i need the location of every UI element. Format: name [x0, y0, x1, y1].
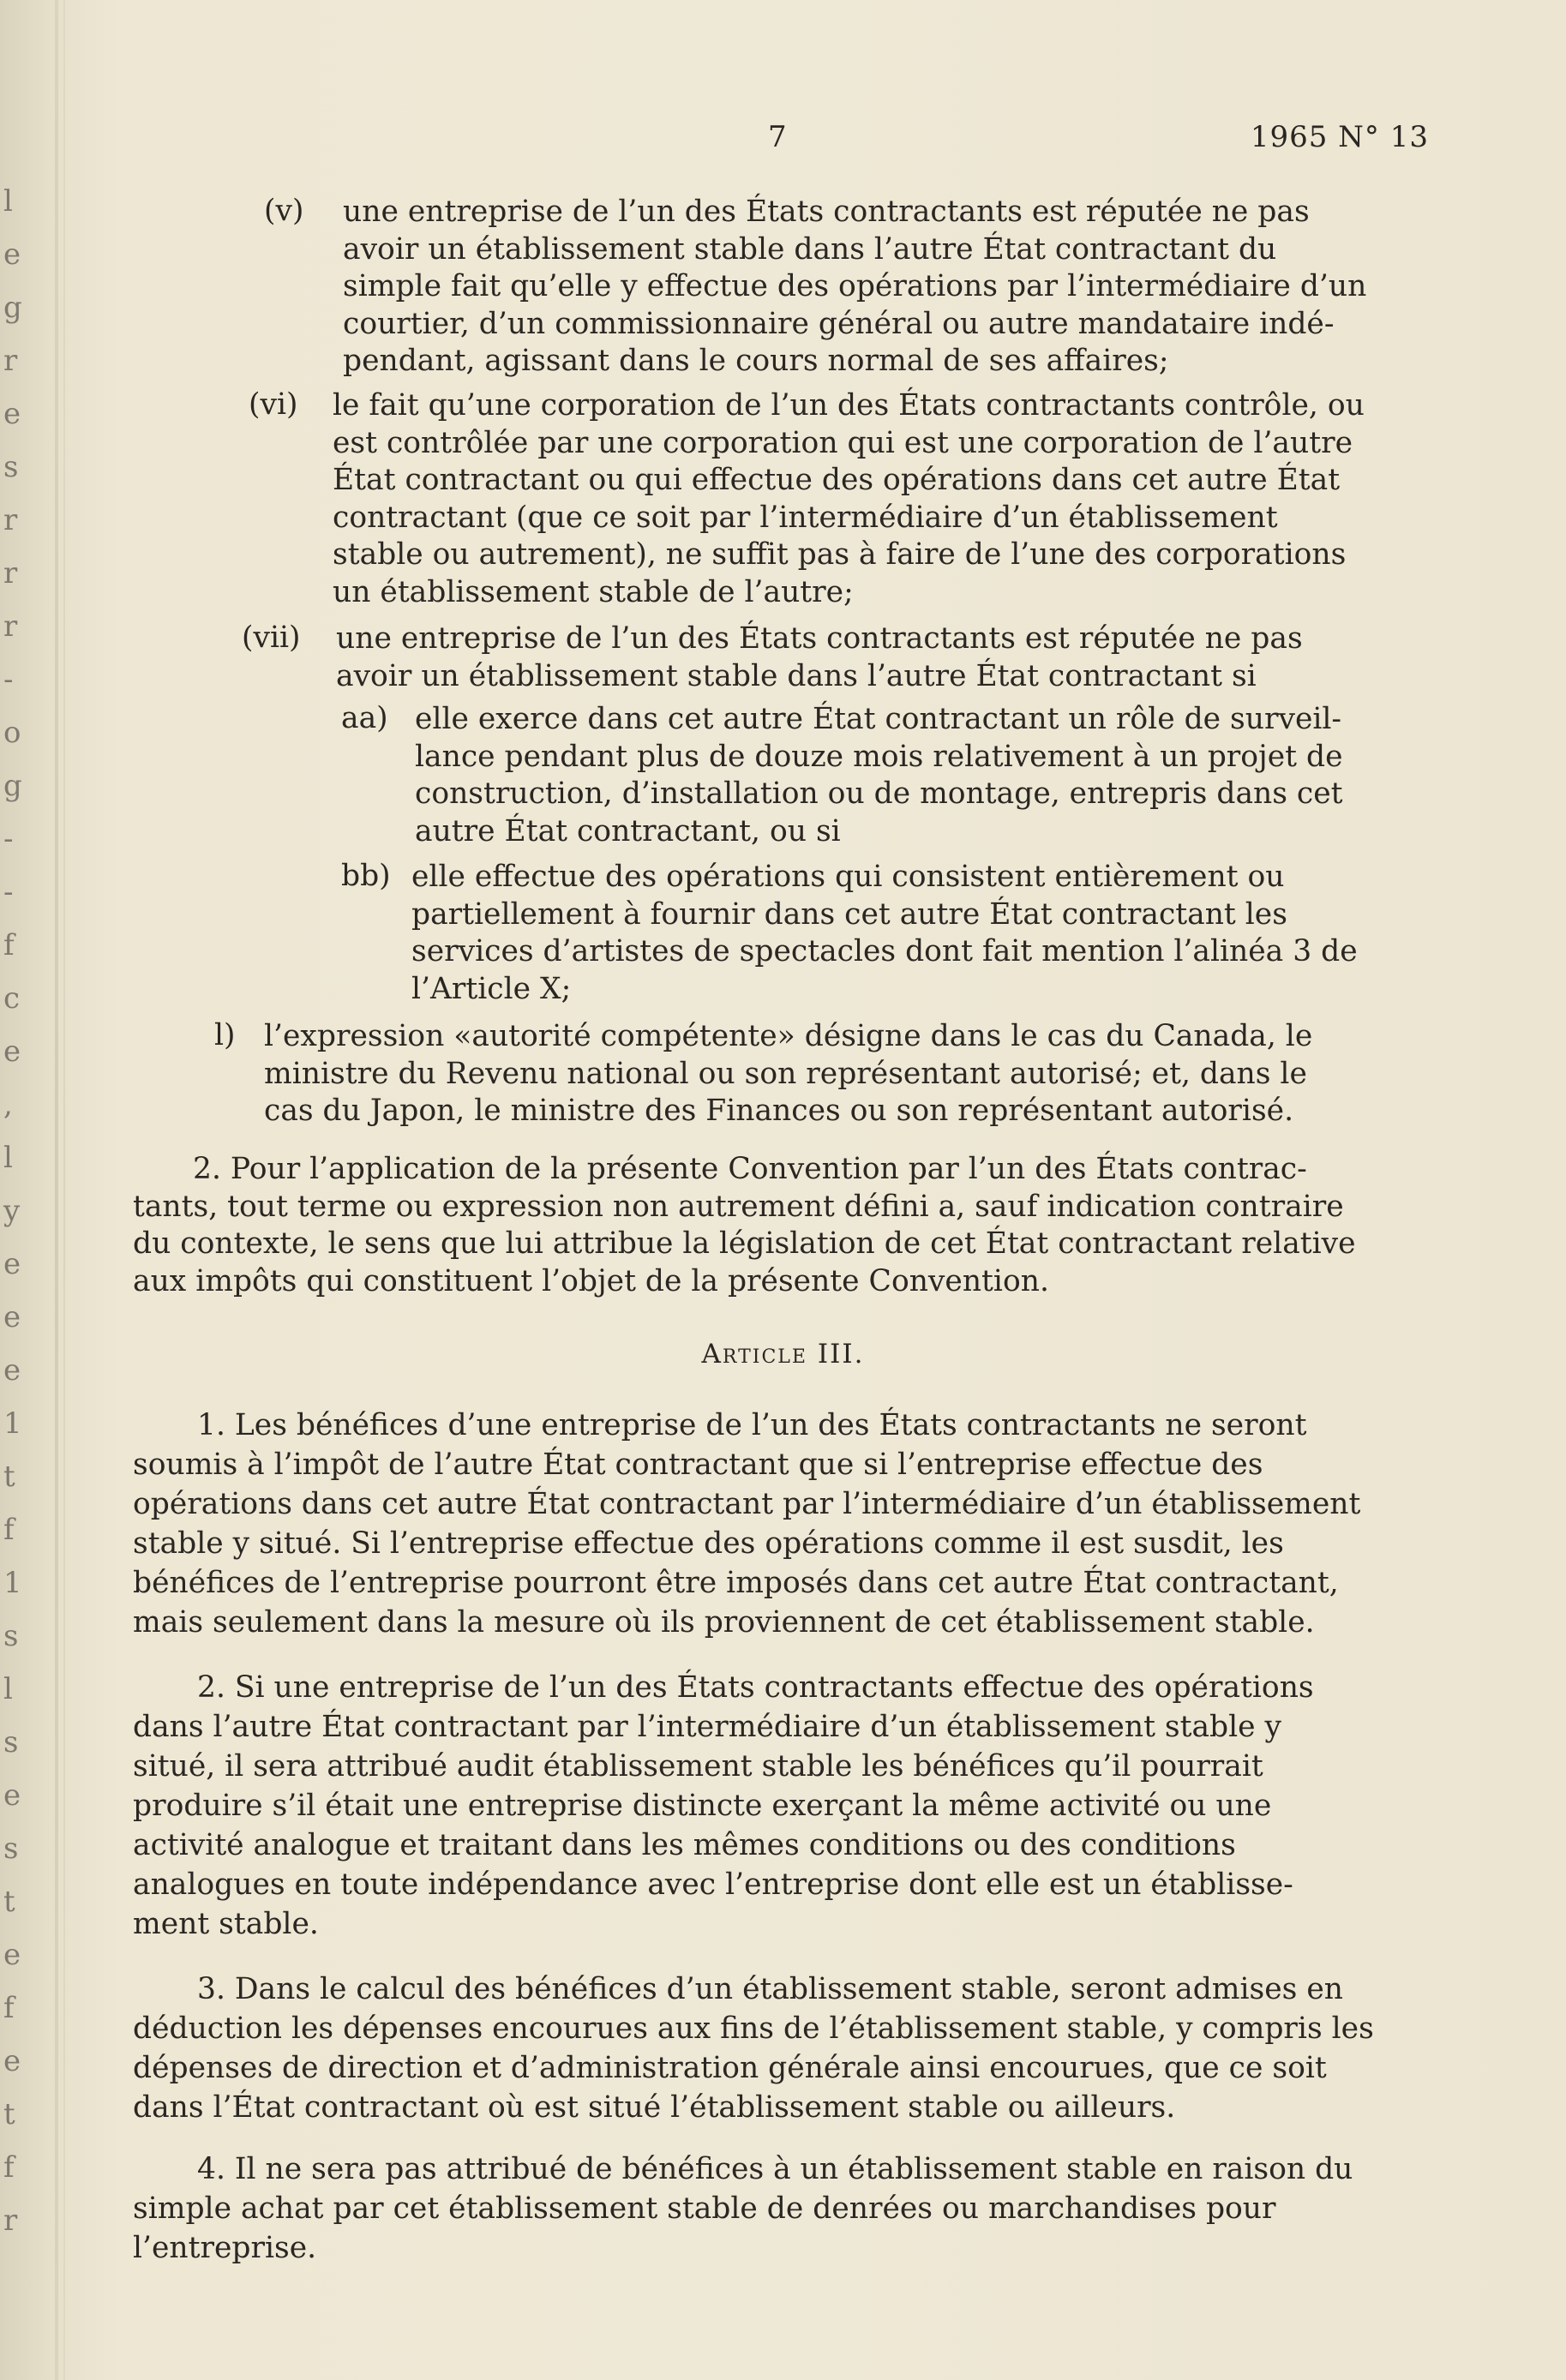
item-label: (vii)	[242, 620, 301, 655]
margin-bleed-glyph: s	[3, 1831, 19, 1866]
text-line: courtier, d’un commissionnaire général ou autre mandataire indé-	[343, 306, 1335, 341]
text-line: dans l’autre État contractant par l’intermédiaire d’un établissement stable y	[133, 1710, 1282, 1744]
text-line: cas du Japon, le ministre des Finances ou son représentant autorisé.	[264, 1094, 1294, 1128]
text-line: activité analogue et traitant dans les mêmes conditions ou des conditions	[133, 1828, 1236, 1862]
text-line: avoir un établissement stable dans l’autre État contractant si	[336, 658, 1257, 693]
item-label: (vi)	[249, 387, 298, 422]
sub-item-label: aa)	[341, 701, 388, 735]
margin-bleed-glyph: e	[3, 397, 21, 431]
margin-bleed-glyph: r	[3, 556, 18, 591]
text-line: elle effectue des opérations qui consistent entièrement ou	[411, 860, 1285, 894]
margin-bleed-glyph: c	[3, 981, 21, 1016]
margin-bleed-glyph: r	[3, 2203, 18, 2238]
article-paragraph-4	[133, 2149, 1431, 2268]
text-line: 2. Si une entreprise de l’un des États contractants effectue des opérations	[197, 1670, 1314, 1705]
margin-bleed-glyph: t	[3, 1460, 15, 1494]
text-line: construction, d’installation ou de montage, entrepris dans cet	[415, 776, 1343, 811]
text-line: l’entreprise.	[133, 2231, 317, 2265]
margin-bleed-glyph: -	[3, 875, 14, 909]
text-line: est contrôlée par une corporation qui est une corporation de l’autre	[333, 425, 1353, 460]
text-line: analogues en toute indépendance avec l’entreprise dont elle est un établisse-	[133, 1867, 1293, 1902]
margin-bleed-glyph: ,	[3, 1088, 13, 1122]
text-line: simple fait qu’elle y effectue des opérations par l’intermédiaire d’un	[343, 269, 1367, 303]
left-margin-bleed	[0, 0, 60, 2380]
text-line: un établissement stable de l’autre;	[333, 574, 854, 609]
article-paragraph-3	[133, 1969, 1431, 2127]
text-line: État contractant ou qui effectue des opérations dans cet autre État	[333, 463, 1341, 497]
margin-bleed-glyph: g	[3, 291, 22, 325]
article-paragraph-1	[133, 1406, 1431, 1642]
text-line: avoir un établissement stable dans l’autre État contractant du	[343, 231, 1277, 267]
text-line: aux impôts qui constituent l’objet de la présente Convention.	[133, 1263, 1049, 1298]
margin-bleed-glyph: y	[3, 1194, 21, 1228]
page-number: 7	[768, 120, 788, 154]
margin-bleed-glyph: s	[3, 1619, 19, 1653]
margin-bleed-glyph: g	[3, 769, 22, 803]
item-text	[264, 1018, 1431, 1130]
margin-bleed-glyph: s	[3, 1725, 19, 1760]
margin-bleed-glyph: e	[3, 237, 21, 272]
text-line: 4. Il ne sera pas attribué de bénéfices à un établissement stable en raison du	[197, 2152, 1353, 2186]
margin-bleed-glyph: f	[3, 928, 15, 962]
text-line: pendant, agissant dans le cours normal de ses affaires;	[343, 344, 1169, 378]
sub-item-text	[411, 859, 1431, 1008]
text-line: partiellement à fournir dans cet autre État contractant les	[411, 896, 1287, 932]
text-line: déduction les dépenses encourues aux fins de l’établissement stable, y compris les	[133, 2011, 1374, 2046]
margin-bleed-glyph: l	[3, 1141, 13, 1175]
article-paragraph-2	[133, 1668, 1431, 1944]
item-text	[333, 387, 1431, 611]
text-line: bénéfices de l’entreprise pourront être imposés dans cet autre État contractant,	[133, 1566, 1339, 1600]
margin-bleed-glyph: e	[3, 1034, 21, 1069]
text-line: 3. Dans le calcul des bénéfices d’un établissement stable, seront admises en	[197, 1972, 1343, 2006]
margin-bleed-glyph: e	[3, 1247, 21, 1281]
sub-item-text	[415, 701, 1431, 850]
text-line: dépenses de direction et d’administration générale ainsi encourues, que ce soit	[133, 2051, 1327, 2085]
text-line: services d’artistes de spectacles dont fait mention l’alinéa 3 de	[411, 934, 1358, 968]
margin-bleed-glyph: e	[3, 1778, 21, 1813]
text-line: ministre du Revenu national ou son représentant autorisé; et, dans le	[264, 1056, 1307, 1091]
text-line: lance pendant plus de douze mois relativement à un projet de	[415, 739, 1343, 774]
text-line: mais seulement dans la mesure où ils proviennent de cet établissement stable.	[133, 1605, 1315, 1640]
margin-bleed-glyph: r	[3, 344, 18, 378]
margin-bleed-glyph: l	[3, 184, 13, 219]
text-line: elle exerce dans cet autre État contractant un rôle de surveil-	[415, 702, 1342, 736]
text-line: ment stable.	[133, 1907, 319, 1941]
item-label: l)	[214, 1018, 236, 1052]
text-line: stable y situé. Si l’entreprise effectue des opérations comme il est susdit, les	[133, 1526, 1284, 1561]
margin-bleed-glyph: e	[3, 1938, 21, 1972]
margin-bleed-glyph: e	[3, 1353, 21, 1388]
margin-bleed-glyph: l	[3, 1672, 13, 1706]
text-line: une entreprise de l’un des États contractants est réputée ne pas	[336, 621, 1303, 656]
text-line: produire s’il était une entreprise distincte exerçant la même activité ou une	[133, 1789, 1272, 1823]
margin-bleed-glyph: 1	[3, 1566, 22, 1600]
text-line: 1. Les bénéfices d’une entreprise de l’un des États contractants ne seront	[197, 1408, 1307, 1442]
year-and-number: 1965 N° 13	[1250, 120, 1429, 154]
text-line: situé, il sera attribué audit établissement stable les bénéfices qu’il pourrait	[133, 1749, 1263, 1784]
article-heading: Article III.	[701, 1339, 865, 1370]
text-line: l’expression «autorité compétente» désigne dans le cas du Canada, le	[264, 1019, 1313, 1053]
item-text	[336, 620, 1431, 695]
margin-bleed-glyph: t	[3, 2097, 15, 2131]
text-line: soumis à l’impôt de l’autre État contractant que si l’entreprise effectue des	[133, 1448, 1263, 1482]
text-line: tants, tout terme ou expression non autrement défini a, sauf indication contraire	[133, 1189, 1344, 1224]
margin-bleed-glyph: e	[3, 1300, 21, 1334]
margin-bleed-glyph: r	[3, 609, 18, 644]
margin-bleed-glyph: -	[3, 662, 14, 697]
margin-bleed-glyph: -	[3, 822, 14, 856]
text-line: 2. Pour l’application de la présente Convention par l’un des États contrac-	[193, 1152, 1307, 1186]
margin-bleed-glyph: o	[3, 716, 21, 750]
page-spine-shadow	[55, 0, 58, 2380]
margin-bleed-glyph: e	[3, 2044, 21, 2078]
text-line: stable ou autrement), ne suffit pas à faire de l’une des corporations	[333, 537, 1347, 572]
margin-bleed-glyph: f	[3, 2150, 15, 2185]
margin-bleed-glyph: r	[3, 503, 18, 537]
text-line: simple achat par cet établissement stable de denrées ou marchandises pour	[133, 2191, 1276, 2226]
text-line: contractant (que ce soit par l’intermédiaire d’un établissement	[333, 500, 1278, 535]
sub-item-label: bb)	[341, 859, 391, 893]
text-line: opérations dans cet autre État contractant par l’intermédiaire d’un établissement	[133, 1487, 1361, 1521]
text-line: du contexte, le sens que lui attribue la législation de cet État contractant relative	[133, 1226, 1356, 1261]
text-line: le fait qu’une corporation de l’un des États contractants contrôle, ou	[333, 388, 1365, 423]
text-line: une entreprise de l’un des États contractants est réputée ne pas	[343, 195, 1310, 229]
text-line: l’Article X;	[411, 971, 572, 1006]
text-line: dans l’État contractant où est situé l’établissement stable ou ailleurs.	[133, 2090, 1176, 2125]
item-label: (v)	[264, 194, 304, 228]
margin-bleed-glyph: f	[3, 1991, 15, 2025]
paragraph-2	[133, 1151, 1431, 1300]
text-line: autre État contractant, ou si	[415, 813, 841, 848]
item-text	[343, 194, 1431, 381]
page-spine-shadow-inner	[63, 0, 65, 2380]
margin-bleed-glyph: 1	[3, 1406, 22, 1441]
margin-bleed-glyph: t	[3, 1885, 15, 1919]
margin-bleed-glyph: f	[3, 1513, 15, 1547]
margin-bleed-glyph: s	[3, 450, 19, 484]
